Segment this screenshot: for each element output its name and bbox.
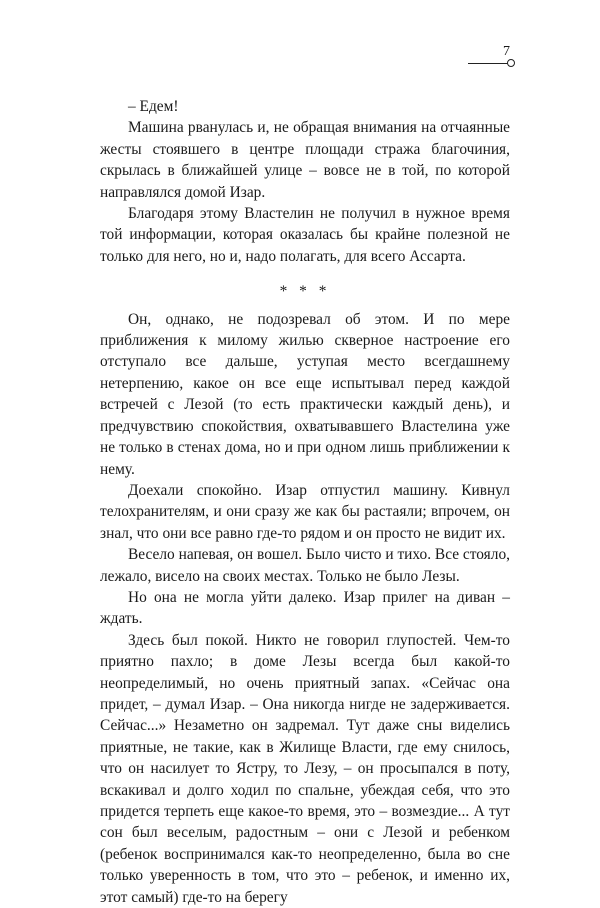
paragraph: Благодаря этому Властелин не получил в нужное время той информации, которая оказалась бы крайне полезной не только для него, но и, надо полагать, для всего Ассарта. (100, 205, 510, 265)
page-body (100, 96, 510, 908)
page-header (468, 44, 516, 72)
page-number: 7 (503, 44, 510, 59)
paragraph: Он, однако, не подозревал об этом. И по мере приближения к милому жилью скверное настроение его отступало все дальше, уступая место всегдашнему нетерпению, какое он все еще испытывал перед каждой встречей с Лезой (то есть практически каждый день), и предчувствию спокойствия, охватывавшего Властелина уже не только в стенах дома, но и при одном лишь приближении к нему. (100, 310, 510, 478)
header-rule (468, 63, 508, 64)
paragraph: – Едем! (128, 98, 179, 115)
paragraph: Машина рванулась и, не обращая внимания на отчаянные жесты стоявшего в центре площади стража благочиния, скрылась в ближайшей улице – вовсе не в той, по которой направлялся домой Изар. (100, 119, 510, 201)
paragraph: Здесь был покой. Никто не говорил глупостей. Чем-то приятно пахло; в доме Лезы всегда был какой-то неопределимый, но очень приятный запах. «Сейчас она придет, – думал Изар. – Она никогда нигде не задерживается. Сейчас...» Незаметно он задремал. Тут даже сны виделись приятные, не такие, как в Жилище Власти, где ему снилось, что он насилует то Ястру, то Лезу, – он просыпался в поту, вскакивал и долго ходил по спальне, убеждая себя, что это придется терпеть еще какое-то время, это – возмездие... А тут сон был веселым, радостным – они с Лезой и ребенком (ребенок воспринимался как-то неопределенно, была во сне только уверенность в том, что это – ребенок, и именно их, этот самый) где-то на берегу (100, 631, 510, 906)
paragraph: Но она не могла уйти далеко. Изар прилег на диван – ждать. (100, 588, 510, 628)
paragraph: Доехали спокойно. Изар отпустил машину. Кивнул телохранителям, и они сразу же как бы растаяли; впрочем, он знал, что они все равно где-то рядом и он просто не видит их. (100, 481, 510, 542)
paragraph: Весело напевая, он вошел. Было чисто и тихо. Все стояло, лежало, висело на своих местах. Только не было Лезы. (100, 546, 510, 585)
header-ornament-dot (507, 59, 515, 67)
section-separator: * * * (279, 283, 331, 301)
